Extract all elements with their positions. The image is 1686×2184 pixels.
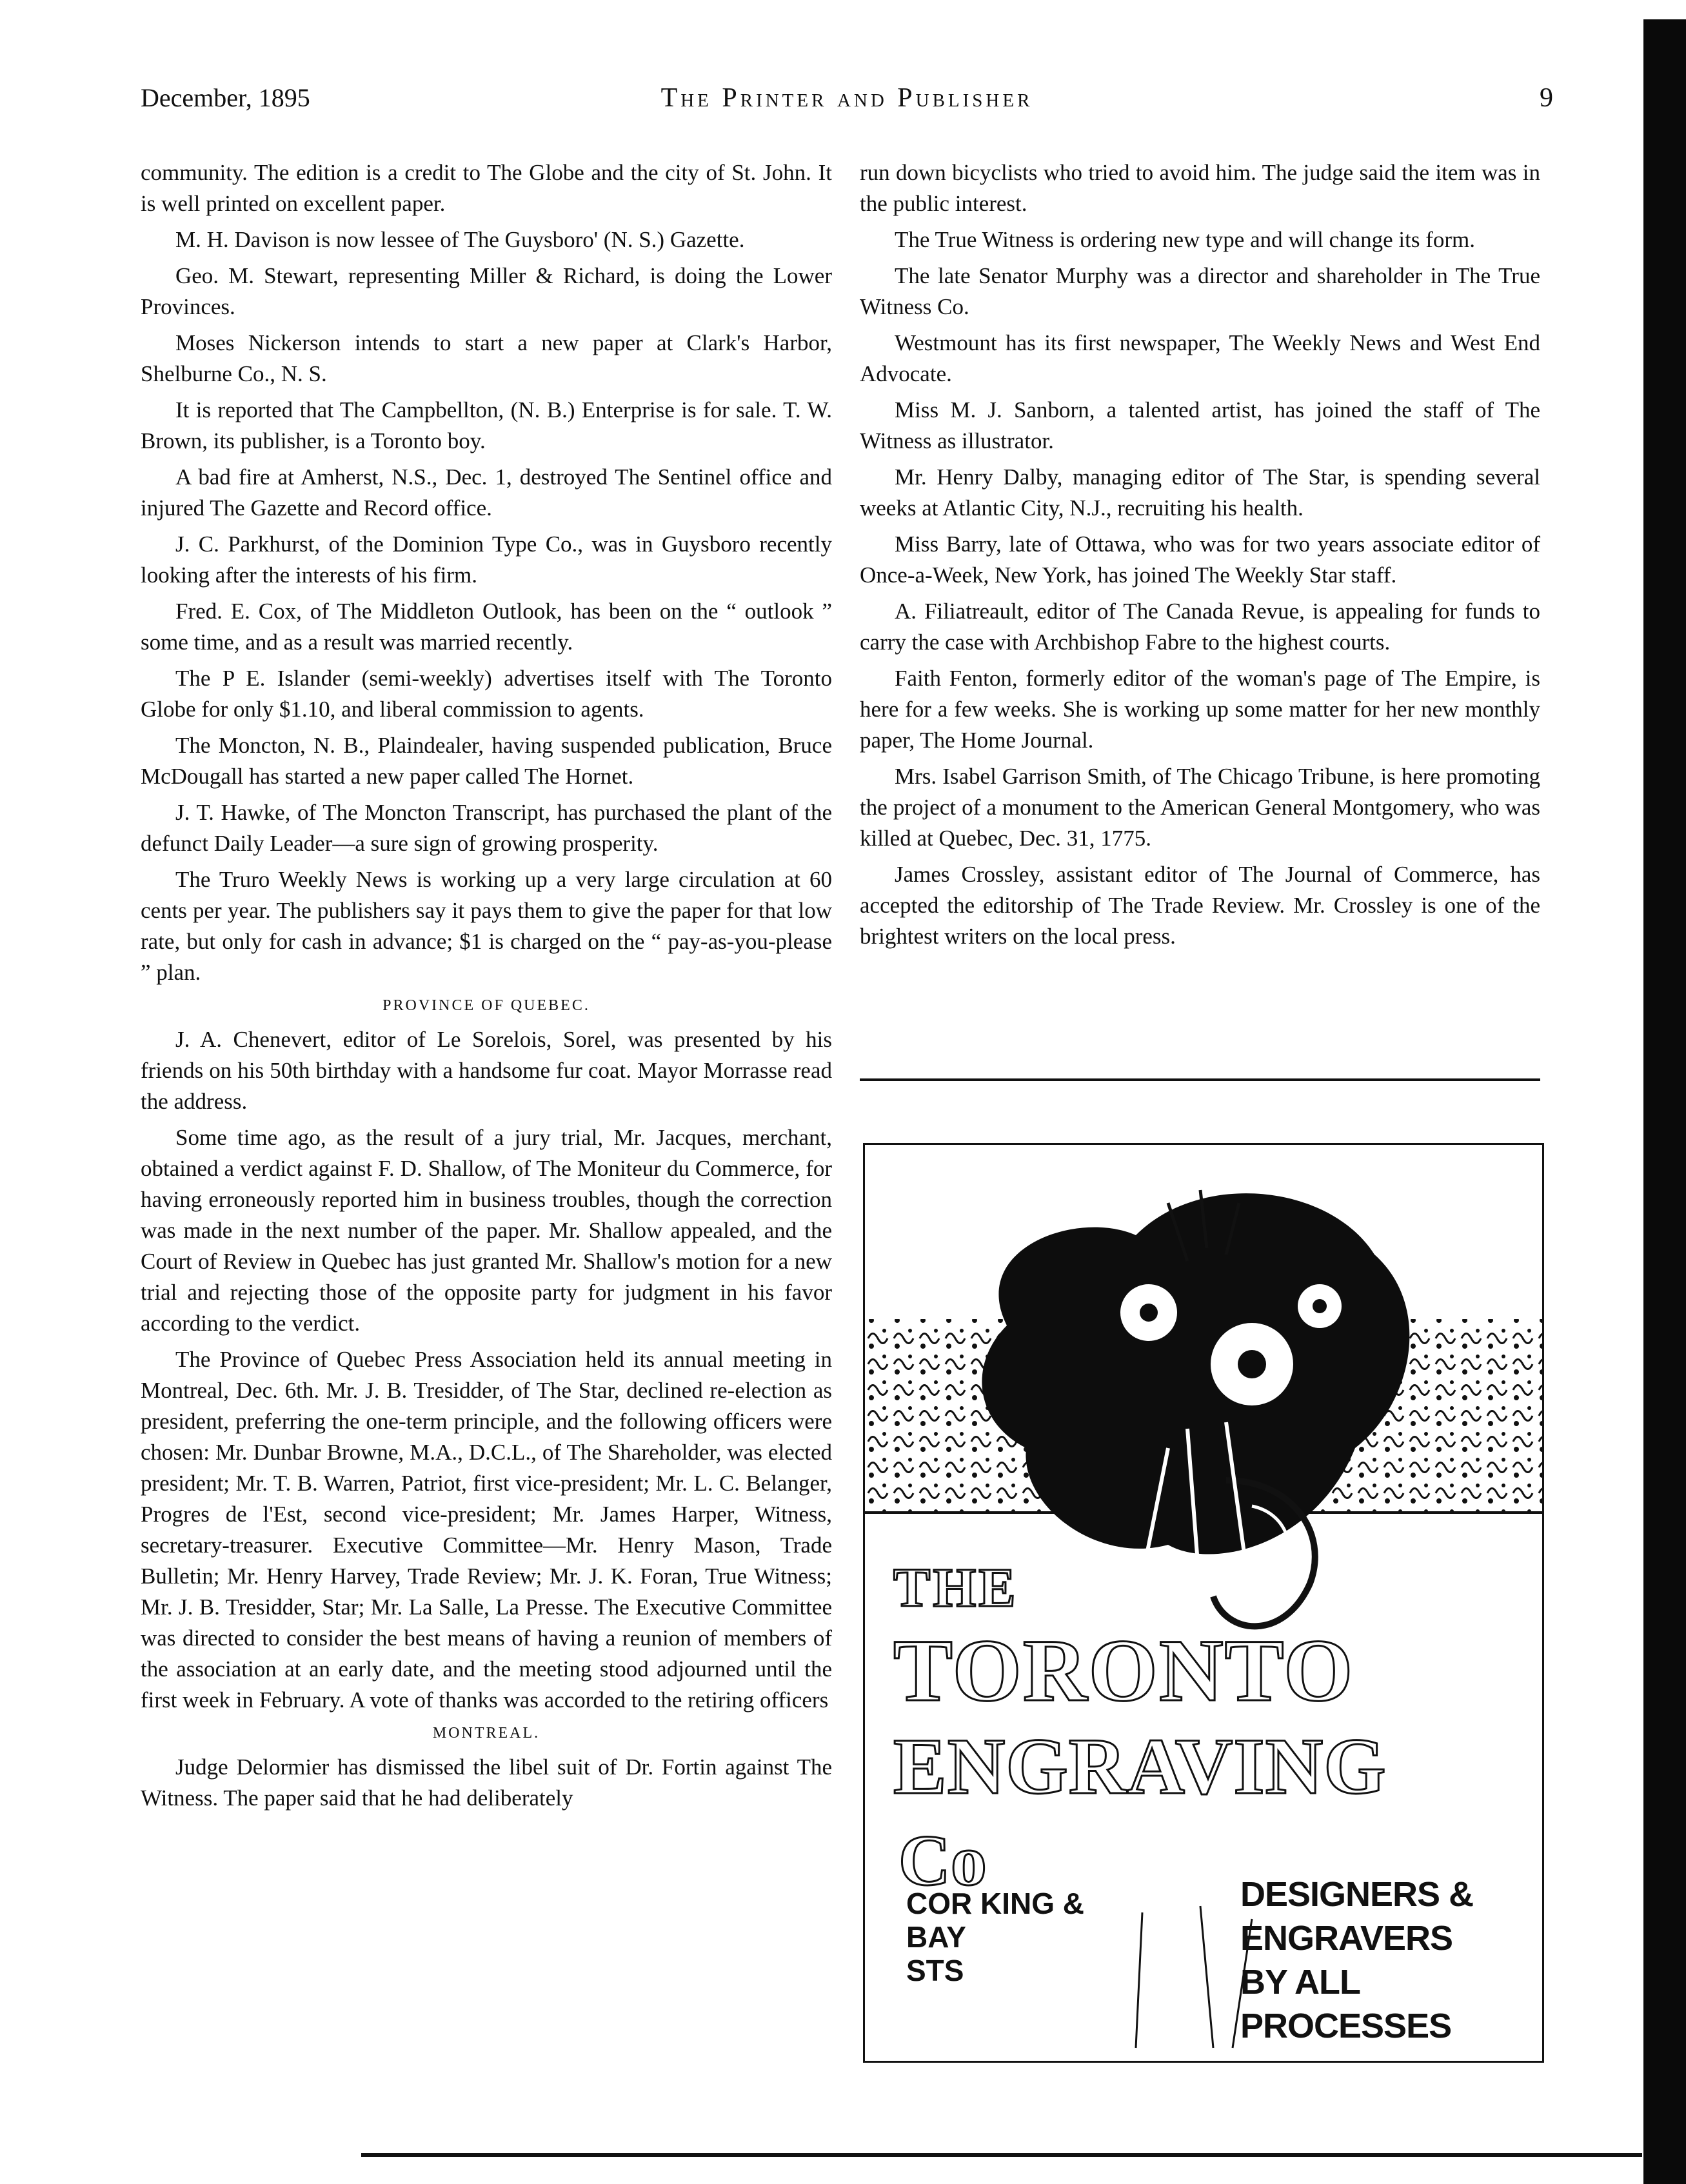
paragraph: community. The edition is a credit to The Globe and the city of St. John. It is well printed on excellent paper. <box>141 160 832 216</box>
left-column <box>141 157 832 1819</box>
issue-date: December, 1895 <box>141 83 310 112</box>
page-edge-bar <box>1643 19 1686 2184</box>
section-heading-quebec: PROVINCE OF QUEBEC. <box>382 997 590 1014</box>
ad-title-co: Co <box>898 1821 987 1901</box>
ad-tagline-line: BY ALL <box>1240 1963 1361 2001</box>
paragraph: Miss M. J. Sanborn, a talented artist, has joined the staff of The Witness as illustrator. <box>860 397 1540 453</box>
paragraph: run down bicyclists who tried to avoid him. The judge said the item was in the public interest. <box>860 160 1540 216</box>
ad-address <box>906 1887 1084 1987</box>
paragraph: Miss Barry, late of Ottawa, who was for two years associate editor of Once-a-Week, New York, has joined The Weekly Star staff. <box>860 531 1540 588</box>
ad-address-line: BAY <box>906 1920 966 1954</box>
paragraph: The Moncton, N. B., Plaindealer, having suspended publication, Bruce McDougall has started a new paper called The Hornet. <box>141 733 832 789</box>
column-divider-rule <box>860 1078 1540 1081</box>
paragraph: The late Senator Murphy was a director and shareholder in The True Witness Co. <box>860 263 1540 319</box>
ad-title-the: THE <box>893 1556 1018 1618</box>
paragraph: The Province of Quebec Press Association held its annual meeting in Montreal, Dec. 6th. Mr. J. B. Tresidder, of The Star, declined re-election as president, preferring the one-term principle, and the following officers were chosen: Mr. Dunbar Browne, M.A., D.C.L., of The Shareholder, was elected president; Mr. T. B. Warren, Patriot, first vice-president; Mr. L. C. Belanger, Progres de l'Est, second vice-president; Mr. James Harper, Witness, secretary-treasurer. Executive Committee—Mr. Henry Mason, Trade Bulletin; Mr. Henry Harvey, Trade Review; Mr. J. K. Foran, True Witness; Mr. J. B. Tresidder, Star; Mr. La Salle, La Presse. The Executive Committee was directed to consider the best means of having a reunion of members of the association at an early date, and the meeting stood adjourned until the first week in February. A vote of thanks was accorded to the retiring officers <box>141 1347 832 1712</box>
paragraph: J. A. Chenevert, editor of Le Sorelois, Sorel, was presented by his friends on his 50th birthday with a handsome fur coat. Mayor Morrasse read the address. <box>141 1027 832 1114</box>
ad-tagline-line: ENGRAVERS <box>1240 1919 1453 1958</box>
publication-title: The Printer and Publisher <box>660 83 1033 113</box>
toronto-engraving-advertisement <box>863 1143 1544 2063</box>
paragraph: Moses Nickerson intends to start a new paper at Clark's Harbor, Shelburne Co., N. S. <box>141 330 832 386</box>
ad-tagline-line: DESIGNERS & <box>1240 1875 1474 1914</box>
paragraph: A. Filiatreault, editor of The Canada Revue, is appealing for funds to carry the case with Archbishop Fabre to the highest courts. <box>860 599 1540 655</box>
paragraph: Mr. Henry Dalby, managing editor of The Star, is spending several weeks at Atlantic City, N.J., recruiting his health. <box>860 464 1540 521</box>
paragraph: Westmount has its first newspaper, The Weekly News and West End Advocate. <box>860 330 1540 386</box>
paragraph: J. C. Parkhurst, of the Dominion Type Co., was in Guysboro recently looking after the interests of his firm. <box>141 531 832 588</box>
bottom-rule <box>361 2153 1642 2157</box>
ad-tagline <box>1240 1872 1473 2048</box>
ad-tagline-line: PROCESSES <box>1240 2007 1452 2045</box>
ad-title-toronto: TORONTO <box>893 1621 1354 1720</box>
ad-address-line: STS <box>906 1954 964 1987</box>
right-column <box>860 157 1540 957</box>
page-number: 9 <box>1540 83 1553 113</box>
paragraph: Faith Fenton, formerly editor of the woman's page of The Empire, is here for a few weeks. She is working up some matter for her new monthly paper, The Home Journal. <box>860 666 1540 753</box>
paragraph: The Truro Weekly News is working up a very large circulation at 60 cents per year. The publishers say it pays them to give the paper for that low rate, but only for cash in advance; $1 is charged on the “ pay-as-you-please ” plan. <box>141 867 832 985</box>
section-heading-montreal: MONTREAL. <box>432 1725 541 1742</box>
paragraph: M. H. Davison is now lessee of The Guysboro' (N. S.) Gazette. <box>175 227 745 252</box>
paragraph: Fred. E. Cox, of The Middleton Outlook, has been on the “ outlook ” some time, and as a result was married recently. <box>141 599 832 655</box>
paragraph: The True Witness is ordering new type and will change its form. <box>895 227 1476 252</box>
paragraph: Some time ago, as the result of a jury trial, Mr. Jacques, merchant, obtained a verdict against F. D. Shallow, of The Moniteur du Commerce, for having erroneously reported him in business troubles, though the correction was made in the next number of the paper. Mr. Shallow appealed, and the Court of Review in Quebec has just granted Mr. Shallow's motion for a new trial and rejecting those of the opposite party for judgment in his favor according to the verdict. <box>141 1125 832 1336</box>
ad-address-line: COR KING & <box>906 1887 1084 1920</box>
paragraph: A bad fire at Amherst, N.S., Dec. 1, destroyed The Sentinel office and injured The Gazette and Record office. <box>141 464 832 521</box>
paragraph: The P E. Islander (semi-weekly) advertises itself with The Toronto Globe for only $1.10, and liberal commission to agents. <box>141 666 832 722</box>
paragraph: James Crossley, assistant editor of The Journal of Commerce, has accepted the editorship of The Trade Review. Mr. Crossley is one of the brightest writers on the local press. <box>860 862 1540 949</box>
paragraph: Mrs. Isabel Garrison Smith, of The Chicago Tribune, is here promoting the project of a monument to the American General Montgomery, who was killed at Quebec, Dec. 31, 1775. <box>860 764 1540 851</box>
page-header <box>141 83 1553 134</box>
paragraph: J. T. Hawke, of The Moncton Transcript, has purchased the plant of the defunct Daily Leader—a sure sign of growing prosperity. <box>141 800 832 856</box>
ad-title-engraving: ENGRAVING <box>893 1722 1387 1811</box>
paragraph: Judge Delormier has dismissed the libel suit of Dr. Fortin against The Witness. The paper said that he had deliberately <box>141 1754 832 1811</box>
paragraph: Geo. M. Stewart, representing Miller & Richard, is doing the Lower Provinces. <box>141 263 832 319</box>
paragraph: It is reported that The Campbellton, (N. B.) Enterprise is for sale. T. W. Brown, its publisher, is a Toronto boy. <box>141 397 832 453</box>
